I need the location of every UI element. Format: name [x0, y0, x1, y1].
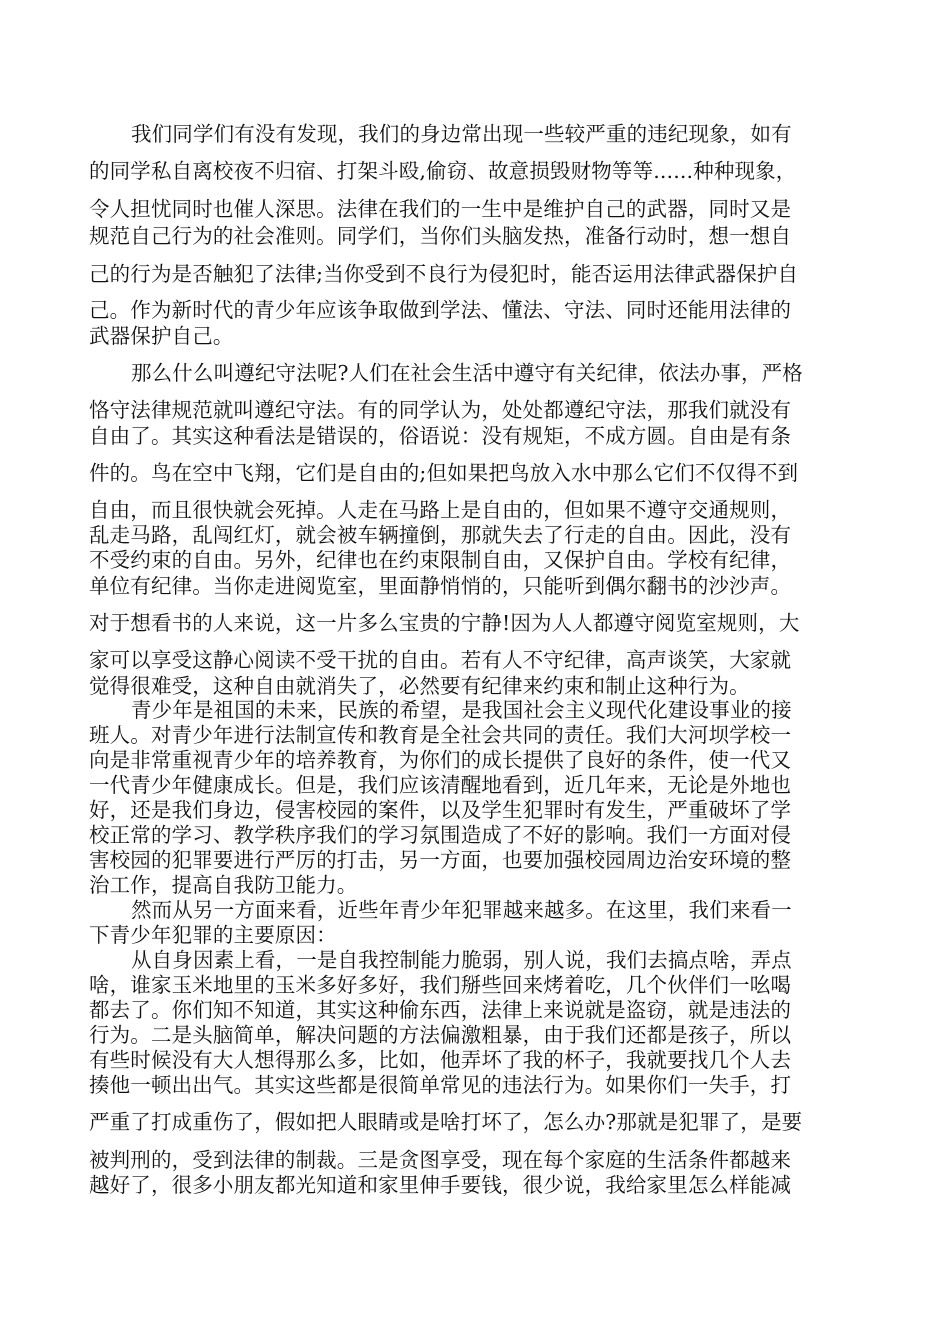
- text-line: 不受约束的自由。另外，纪律也在约束限制自由，又保护自由。学校有纪律，: [89, 548, 792, 572]
- text-line: 害校园的犯罪要进行严厉的打击，另一方面，也要加强校园周边治安环境的整: [89, 848, 792, 872]
- text-line: 对于想看书的人来说，这一片多么宝贵的宁静!因为人人都遵守阅览室规则，大: [89, 611, 800, 635]
- text-line: 家可以享受这静心阅读不受干扰的自由。若有人不守纪律，高声谈笑，大家就: [89, 648, 792, 672]
- text-line: 规范自己行为的社会准则。同学们，当你们头脑发热，准备行动时，想一想自: [89, 224, 792, 248]
- text-line: 件的。鸟在空中飞翔，它们是自由的;但如果把鸟放入水中那么它们不仅得不到: [89, 461, 799, 485]
- text-line: 恪守法律规范就叫遵纪守法。有的同学认为，处处都遵纪守法，那我们就没有: [89, 398, 792, 422]
- text-line: 青少年是祖国的未来，民族的希望，是我国社会主义现代化建设事业的接: [131, 698, 792, 722]
- text-line: 好，还是我们身边，侵害校园的案件，以及学生犯罪时有发生，严重破坏了学: [89, 798, 792, 822]
- text-line: 行为。二是头脑简单，解决问题的方法偏激粗暴，由于我们还都是孩子，所以: [89, 1023, 792, 1047]
- text-line: 治工作，提高自我防卫能力。: [89, 873, 358, 897]
- text-line: 揍他一顿出出气。其实这些都是很简单常见的违法行为。如果你们一失手，打: [89, 1073, 792, 1097]
- text-line: 己的行为是否触犯了法律;当你受到不良行为侵犯时，能否运用法律武器保护自: [89, 262, 799, 286]
- text-line: 越好了，很多小朋友都光知道和家里伸手要钱，很少说，我给家里怎么样能减: [89, 1173, 792, 1197]
- text-line: 武器保护自己。: [89, 324, 234, 348]
- text-line: 我们同学们有没有发现，我们的身边常出现一些较严重的违纪现象，如有: [131, 122, 792, 146]
- text-line: 然而从另一方面来看，近些年青少年犯罪越来越多。在这里，我们来看一: [131, 898, 792, 922]
- text-line: 一代青少年健康成长。但是，我们应该清醒地看到，近几年来，无论是外地也: [89, 773, 792, 797]
- text-line: 班人。对青少年进行法制宣传和教育是全社会共同的责任。我们大河坝学校一: [89, 723, 792, 747]
- text-line: 有些时候没有大人想得那么多，比如，他弄坏了我的杯子，我就要找几个人去: [89, 1048, 792, 1072]
- text-line: 己。作为新时代的青少年应该争取做到学法、懂法、守法、同时还能用法律的: [89, 298, 792, 322]
- text-line: 令人担忧同时也催人深思。法律在我们的一生中是维护自己的武器，同时又是: [89, 197, 792, 221]
- text-line: 自由了。其实这种看法是错误的，俗语说：没有规矩，不成方圆。自由是有条: [89, 424, 792, 448]
- text-line: 单位有纪律。当你走进阅览室，里面静悄悄的，只能听到偶尔翻书的沙沙声。: [89, 574, 792, 598]
- text-line: 啥，谁家玉米地里的玉米多好多好，我们掰些回来烤着吃，几个伙伴们一吆喝: [89, 973, 792, 997]
- text-line: 从自身因素上看，一是自我控制能力脆弱，别人说，我们去搞点啥，弄点: [131, 948, 792, 972]
- text-line: 向是非常重视青少年的培养教育，为你们的成长提供了良好的条件，使一代又: [89, 748, 792, 772]
- text-line: 严重了打成重伤了，假如把人眼睛或是啥打坏了，怎么办?那就是犯罪了，是要: [89, 1110, 803, 1134]
- text-line: 那么什么叫遵纪守法呢?人们在社会生活中遵守有关纪律，依法办事，严格: [131, 361, 803, 385]
- text-line: 都去了。你们知不知道，其实这种偷东西，法律上来说就是盗窃，就是违法的: [89, 998, 792, 1022]
- text-line: 校正常的学习、教学秩序我们的学习氛围造成了不好的影响。我们一方面对侵: [89, 823, 792, 847]
- text-line: 的同学私自离校夜不归宿、打架斗殴,偷窃、故意损毁财物等等......种种现象，: [89, 159, 797, 183]
- text-line: 乱走马路，乱闯红灯，就会被车辆撞倒，那就失去了行走的自由。因此，没有: [89, 523, 792, 547]
- text-line: 觉得很难受，这种自由就消失了，必然要有纪律来约束和制止这种行为。: [89, 674, 750, 698]
- text-line: 自由，而且很快就会死掉。人走在马路上是自由的，但如果不遵守交通规则，: [89, 498, 792, 522]
- text-line: 被判刑的，受到法律的制裁。三是贪图享受，现在每个家庭的生活条件都越来: [89, 1148, 792, 1172]
- text-line: 下青少年犯罪的主要原因：: [89, 923, 337, 947]
